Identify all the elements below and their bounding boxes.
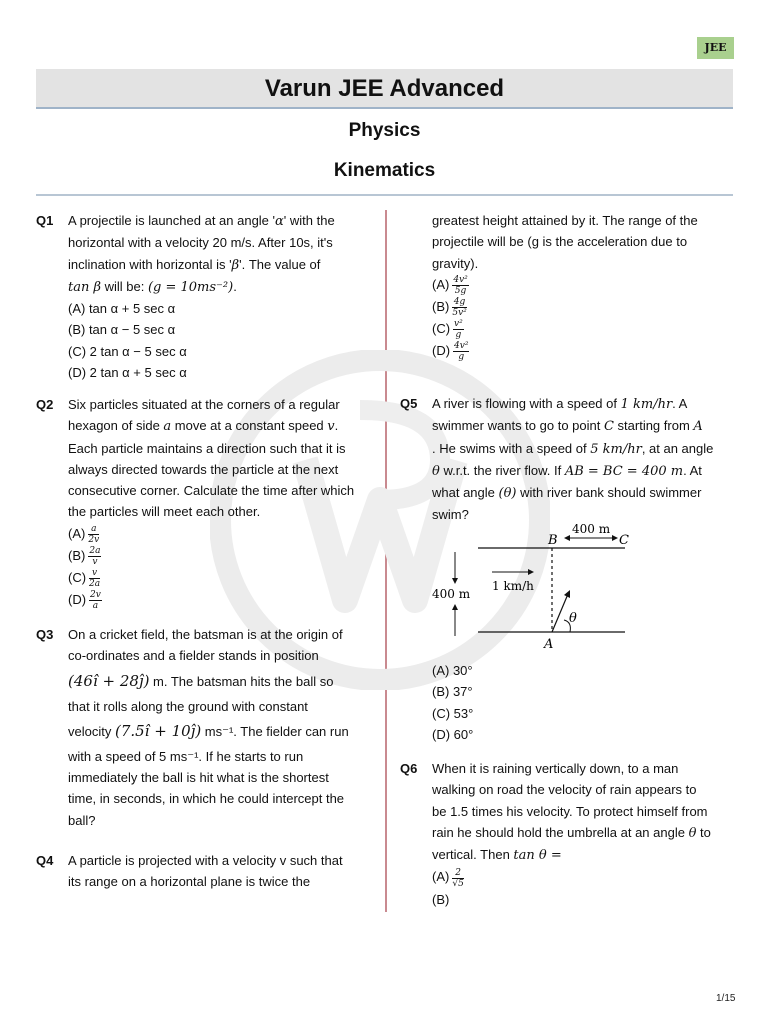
option-a: (A) $\frac{2}{√5}$	[432, 867, 464, 889]
q6-line: walking on road the velocity of rain appears to	[432, 782, 697, 798]
option-b: (B)	[432, 891, 450, 907]
q3-line: On a cricket field, the batsman is at the origin of	[68, 627, 343, 642]
document-title: Varun JEE Advanced	[36, 69, 733, 109]
q5-line: θ w.r.t. the river flow. If AB = BC = 400 m. At	[432, 462, 702, 479]
beta-symbol: β	[231, 257, 240, 273]
q4-line: projectile will be (g is the acceleration due to	[432, 234, 688, 250]
q5-line: . He swims with a speed of 5 km/hr, at an angle	[432, 440, 714, 457]
q3-line: that it rolls along the ground with constant	[68, 698, 308, 714]
option-b: (B) $\frac{4g}{\text{5v²}}$	[432, 297, 467, 319]
exam-badge: JEE	[697, 37, 734, 59]
option-c: (C) 2 tan α − 5 sec α	[68, 343, 187, 359]
question-number: Q3	[36, 627, 54, 642]
question-4-continued	[432, 210, 732, 362]
flow-speed-label: 1 km/h	[492, 579, 534, 593]
q5-line: swim?	[432, 507, 469, 523]
q1-text: ' with the horizontal with a velocity 20 m/s. After 10s, it's inclination with horizontal is '	[68, 213, 335, 272]
question-number: Q1	[36, 213, 54, 228]
q3-line: ball?	[68, 812, 96, 828]
header-rule	[36, 194, 733, 196]
subject-heading: Physics	[348, 120, 421, 141]
option-b: (B) $\frac{2a}{v}$	[68, 545, 101, 567]
q6-line: rain he should hold the umbrella at an angle θ to	[432, 824, 711, 841]
point-c-label: C	[619, 533, 629, 548]
option-a: (A) 30°	[432, 663, 473, 678]
question-text	[68, 394, 358, 611]
option-b: (B) 37°	[432, 684, 473, 700]
river-diagram	[430, 522, 630, 652]
question-number: Q2	[36, 397, 54, 412]
q2-text: Six particles situated at the corners of a regular hexagon of side	[68, 397, 340, 434]
q3-line: co-ordinates and a fielder stands in position	[68, 648, 319, 664]
angle-label: θ	[569, 611, 577, 626]
q3-line: immediately the ball is hit what is the shortest	[68, 770, 329, 786]
speed-symbol: v	[327, 419, 335, 435]
option-a: (A) tan α + 5 sec α	[68, 301, 176, 317]
question-text: A projectile is launched at an angle 'α' with the horizontal with a velocity 20 m/s. After 10s, it's inclination with horizontal is 'β'. The value of tan β will be: (g = 10ms⁻²). (A) tan α + 5 sec α (B) tan α − 5 sec α (C) 2 tan α − 5 sec α (D) 2 tan α + 5 sec α	[68, 210, 368, 383]
question-number: Q5	[400, 396, 418, 411]
question-number: Q4	[36, 853, 54, 868]
side-symbol: a	[163, 419, 172, 435]
q6-line: When it is raining vertically down, to a man	[432, 761, 679, 776]
q6-line: vertical. Then tan θ =	[432, 847, 562, 864]
page-number: 1/15	[716, 993, 736, 1004]
ball-velocity: (7.5î + 10ĵ)	[114, 721, 202, 740]
q1-text: A projectile is launched at an angle '	[68, 213, 276, 228]
q4-line: gravity).	[432, 255, 479, 271]
q4-line: A particle is projected with a velocity v such that	[68, 853, 343, 868]
q3-line: (46î + 28ĵ) m. The batsman hits the ball so	[68, 671, 334, 690]
topic-heading: Kinematics	[333, 160, 436, 181]
q5-line: A river is flowing with a speed of 1 km/hr. A	[432, 396, 688, 412]
option-d: (D) $\frac{2v}{a}$	[68, 590, 101, 612]
option-b: (B) tan α − 5 sec α	[68, 322, 176, 338]
option-c: (C) 53°	[432, 705, 474, 721]
fielder-position: (46î + 28ĵ)	[68, 671, 150, 690]
alpha-symbol: α	[275, 214, 284, 229]
option-a: (A) $\frac{a}{2v}$	[68, 523, 100, 545]
gravity-value: (g = 10ms⁻²)	[147, 279, 234, 295]
option-d: (D) 60°	[432, 726, 474, 742]
option-a: (A) $\frac{\text{4v²}}{5g}$	[432, 274, 468, 296]
question-text	[68, 850, 368, 893]
q6-line: be 1.5 times his velocity. To protect himself from	[432, 803, 708, 819]
option-c: (C) $\frac{\text{v²}}{g}$	[432, 319, 463, 341]
q5-line: swimmer wants to go to point C starting from A	[432, 418, 703, 435]
point-b-label: B	[548, 533, 558, 548]
option-c: (C) $\frac{v}{2a}$	[68, 567, 101, 589]
tan-beta: tan β	[68, 279, 101, 295]
option-d: (D) $\frac{\text{4v²}}{g}$	[432, 341, 469, 363]
q3-line: velocity (7.5î + 10ĵ) ms⁻¹. The fielder can run	[68, 721, 349, 740]
q3-line: time, in seconds, in which he could intercept the	[68, 791, 345, 807]
question-number: Q6	[400, 761, 418, 776]
side-distance-label: 400 m	[432, 587, 471, 601]
question-text	[432, 393, 728, 526]
top-distance-label: 400 m	[572, 522, 611, 536]
q2-text: move at a constant speed	[171, 418, 328, 434]
q5-line: what angle (θ) with river bank should swimmer	[432, 485, 702, 502]
q3-line: with a speed of 5 ms⁻¹. If he starts to run	[68, 748, 304, 764]
point-a-label: A	[544, 637, 554, 652]
option-d: (D) 2 tan α + 5 sec α	[68, 365, 187, 381]
q2-text: . Each particle maintains a direction such that it is always directed towards the particle at the next consecutive corner. Calculate the time after which the particles will meet each other.	[68, 418, 355, 520]
q1-text: '. The value of	[239, 256, 321, 272]
q4-line: greatest height attained by it. The range of the	[432, 213, 698, 228]
q1-text: will be:	[101, 278, 148, 294]
question-text	[68, 624, 368, 831]
question-text	[432, 758, 728, 910]
q4-line: its range on a horizontal plane is twice the	[68, 874, 311, 890]
question-5-options	[432, 660, 632, 745]
